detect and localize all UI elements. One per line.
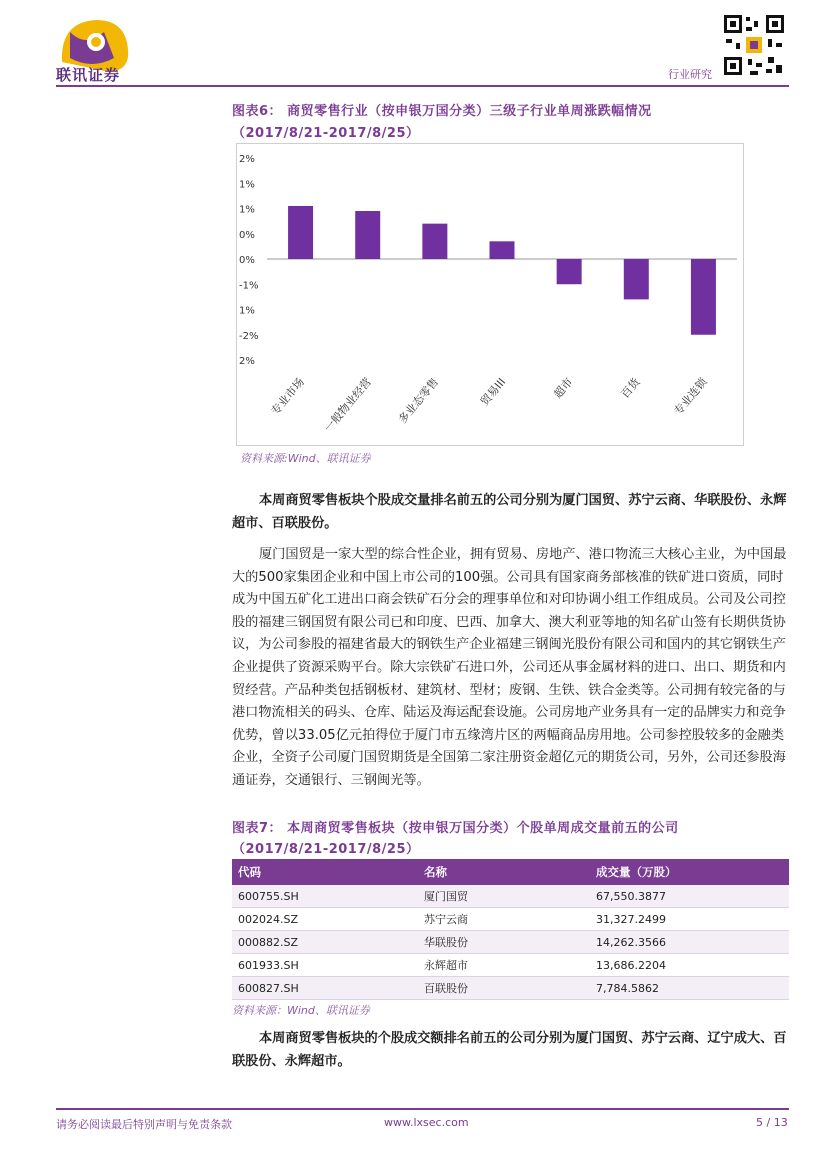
cell-code: 000882.SZ xyxy=(232,931,418,954)
y-tick-label: 1% xyxy=(239,204,255,216)
disclaimer-link[interactable]: 请务必阅读最后特别声明与免责条款 xyxy=(56,1118,232,1131)
cell-volume: 13,686.2204 xyxy=(590,954,789,977)
qr-code-icon xyxy=(722,13,786,77)
page-number: 5 / 13 xyxy=(756,1116,788,1129)
paragraph-company-profile: 厦门国贸是一家大型的综合性企业，拥有贸易、房地产、港口物流三大核心主业，为中国最大的500家集团企业和中国上市公司的100强。公司具有国家商务部核准的铁矿进口资质，同时成为中国五矿化工进出口商会铁矿石分会的理事单位和对印协调小组工作组成员。公司及公司控股的福建三钢国贸有限公司已和印度、巴西、加拿大、澳大利亚等地的知名矿山签有长期供货协议，为公司参股的福建省最大的钢铁生产企业福建三钢闽光股份有限公司和国内的其它钢铁生产企业提供了资源采购平台。除大宗铁矿石进口外，公司还从事金属材料的进口、出口、期货和内贸经营。产品种类包括钢板材、建筑材、型材；废钢、生铁、铁合金类等。公司拥有较完备的与港口物流相关的码头、仓库、陆运及海运配套设施。公司房地产业务具有一定的品牌实力和竞争优势，曾以33.05亿元拍得位于厦门市五缘湾片区的两幅商品房用地。公司参控股较多的金融类企业，全资子公司厦门国贸期货是全国第二家注册资金超亿元的期货公司，另外，公司还参股海通证券，交通银行、三钢闽光等。 xyxy=(232,547,787,788)
table-row xyxy=(232,908,789,931)
paragraph-turnover-summary: 本周商贸零售板块的个股成交额排名前五的公司分别为厦门国贸、苏宁云商、辽宁成大、百联股份、永辉超市。 xyxy=(232,1031,787,1069)
cell-name: 厦门国贸 xyxy=(418,885,590,908)
y-tick-label: 0% xyxy=(239,229,255,241)
x-tick-label: 多业态零售 xyxy=(395,375,442,427)
header-divider xyxy=(56,85,789,87)
report-type-label: 行业研究 xyxy=(668,68,712,81)
figure6-source: 资料来源:Wind、联讯证券 xyxy=(240,452,371,465)
y-tick-label: -1% xyxy=(239,280,259,292)
bar xyxy=(288,206,313,259)
x-tick-label: 超市 xyxy=(551,375,576,401)
y-tick-label: 2% xyxy=(239,356,255,367)
bar xyxy=(422,224,447,259)
cell-code: 600755.SH xyxy=(232,885,418,908)
cell-volume: 7,784.5862 xyxy=(590,977,789,1000)
figure7-source: 资料来源：Wind、联讯证券 xyxy=(232,1004,370,1017)
table-row xyxy=(232,931,789,954)
table-row xyxy=(232,885,789,908)
cell-code: 002024.SZ xyxy=(232,908,418,931)
footer-divider xyxy=(56,1108,789,1110)
figure7-title: 图表7： 本周商贸零售板块（按申银万国分类）个股单周成交量前五的公司 xyxy=(232,821,679,836)
bar xyxy=(691,259,716,335)
brand-name: 联讯证券 xyxy=(56,66,121,84)
y-tick-label: 2% xyxy=(239,154,255,165)
y-tick-label: -2% xyxy=(239,330,259,342)
x-tick-label: 贸易III xyxy=(477,375,509,409)
chart-frame xyxy=(236,143,744,446)
cell-name: 永辉超市 xyxy=(418,954,590,977)
figure7-date-range: （2017/8/21-2017/8/25） xyxy=(232,842,420,857)
column-header-volume: 成交量（万股） xyxy=(590,859,789,885)
column-header-code: 代码 xyxy=(232,859,418,885)
bar xyxy=(624,259,649,299)
bar xyxy=(557,259,582,284)
table-row xyxy=(232,977,789,1000)
x-tick-label: 一般物业经营 xyxy=(321,375,375,435)
cell-code: 601933.SH xyxy=(232,954,418,977)
bar xyxy=(490,241,515,259)
website-link[interactable]: www.lxsec.com xyxy=(384,1116,469,1129)
cell-name: 百联股份 xyxy=(418,977,590,1000)
bar-chart xyxy=(237,144,743,445)
table-row xyxy=(232,954,789,977)
volume-ranking-table xyxy=(232,859,789,1000)
cell-name: 华联股份 xyxy=(418,931,590,954)
cell-volume: 67,550.3877 xyxy=(590,885,789,908)
x-tick-label: 百货 xyxy=(618,375,643,401)
column-header-name: 名称 xyxy=(418,859,590,885)
y-tick-label: 0% xyxy=(239,255,255,266)
y-tick-label: 1% xyxy=(239,179,255,191)
x-tick-label: 专业市场 xyxy=(268,375,307,418)
paragraph-volume-summary: 本周商贸零售板块个股成交量排名前五的公司分别为厦门国贸、苏宁云商、华联股份、永辉超市、百联股份。 xyxy=(232,493,787,531)
cell-code: 600827.SH xyxy=(232,977,418,1000)
bar xyxy=(355,211,380,259)
figure6-title: 图表6： 商贸零售行业（按申银万国分类）三级子行业单周涨跌幅情况 xyxy=(232,104,652,119)
y-tick-label: 1% xyxy=(239,305,255,317)
x-tick-label: 专业连锁 xyxy=(671,375,710,418)
table-header-row xyxy=(232,859,789,885)
figure6-date-range: （2017/8/21-2017/8/25） xyxy=(232,126,420,141)
cell-volume: 31,327.2499 xyxy=(590,908,789,931)
cell-name: 苏宁云商 xyxy=(418,908,590,931)
cell-volume: 14,262.3566 xyxy=(590,931,789,954)
